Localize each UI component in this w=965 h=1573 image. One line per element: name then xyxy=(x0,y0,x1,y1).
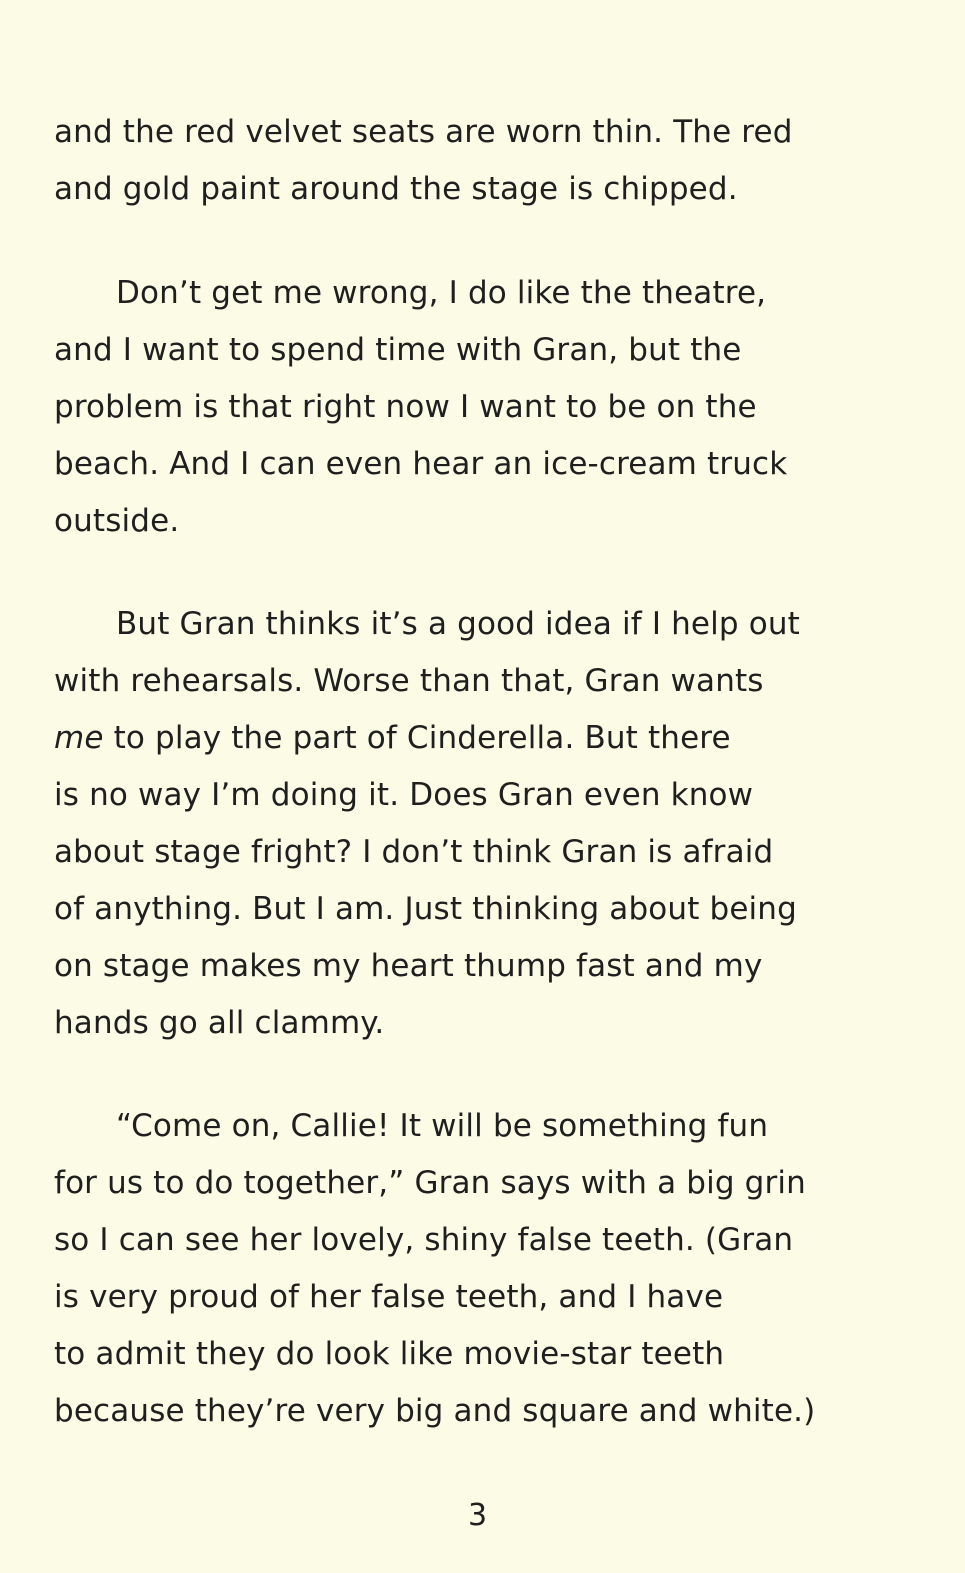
page-number: 3 xyxy=(467,1498,488,1533)
text-line: so I can see her lovely, shiny false teeth. (Gran xyxy=(54,1222,794,1258)
text-line-with-emphasis xyxy=(54,718,731,758)
text-line: hands go all clammy. xyxy=(54,1005,385,1041)
emphasis-word: me xyxy=(54,720,104,756)
text-line: outside. xyxy=(54,503,180,539)
text-line: on stage makes my heart thump fast and my xyxy=(54,948,763,984)
text-line: Don’t get me wrong, I do like the theatre, xyxy=(116,275,767,311)
text-line: is very proud of her false teeth, and I have xyxy=(54,1279,724,1315)
text-line: of anything. But I am. Just thinking about being xyxy=(54,891,797,927)
text-line: and the red velvet seats are worn thin. The red xyxy=(54,114,793,150)
text-line: “Come on, Callie! It will be something fun xyxy=(116,1108,769,1144)
text-line: and gold paint around the stage is chipped. xyxy=(54,171,738,207)
text-line: to admit they do look like movie-star teeth xyxy=(54,1336,725,1372)
text-line: But Gran thinks it’s a good idea if I help out xyxy=(116,606,800,642)
text-line: and I want to spend time with Gran, but the xyxy=(54,332,742,368)
text-line: with rehearsals. Worse than that, Gran wants xyxy=(54,663,764,699)
text-line: problem is that right now I want to be on the xyxy=(54,389,757,425)
text-line: for us to do together,” Gran says with a big grin xyxy=(54,1165,806,1201)
text-line: about stage fright? I don’t think Gran is afraid xyxy=(54,834,774,870)
text-line: is no way I’m doing it. Does Gran even know xyxy=(54,777,754,813)
text-line: beach. And I can even hear an ice-cream truck xyxy=(54,446,788,482)
text-line-rest: to play the part of Cinderella. But there xyxy=(103,720,731,756)
text-line: because they’re very big and square and white.) xyxy=(54,1393,816,1429)
